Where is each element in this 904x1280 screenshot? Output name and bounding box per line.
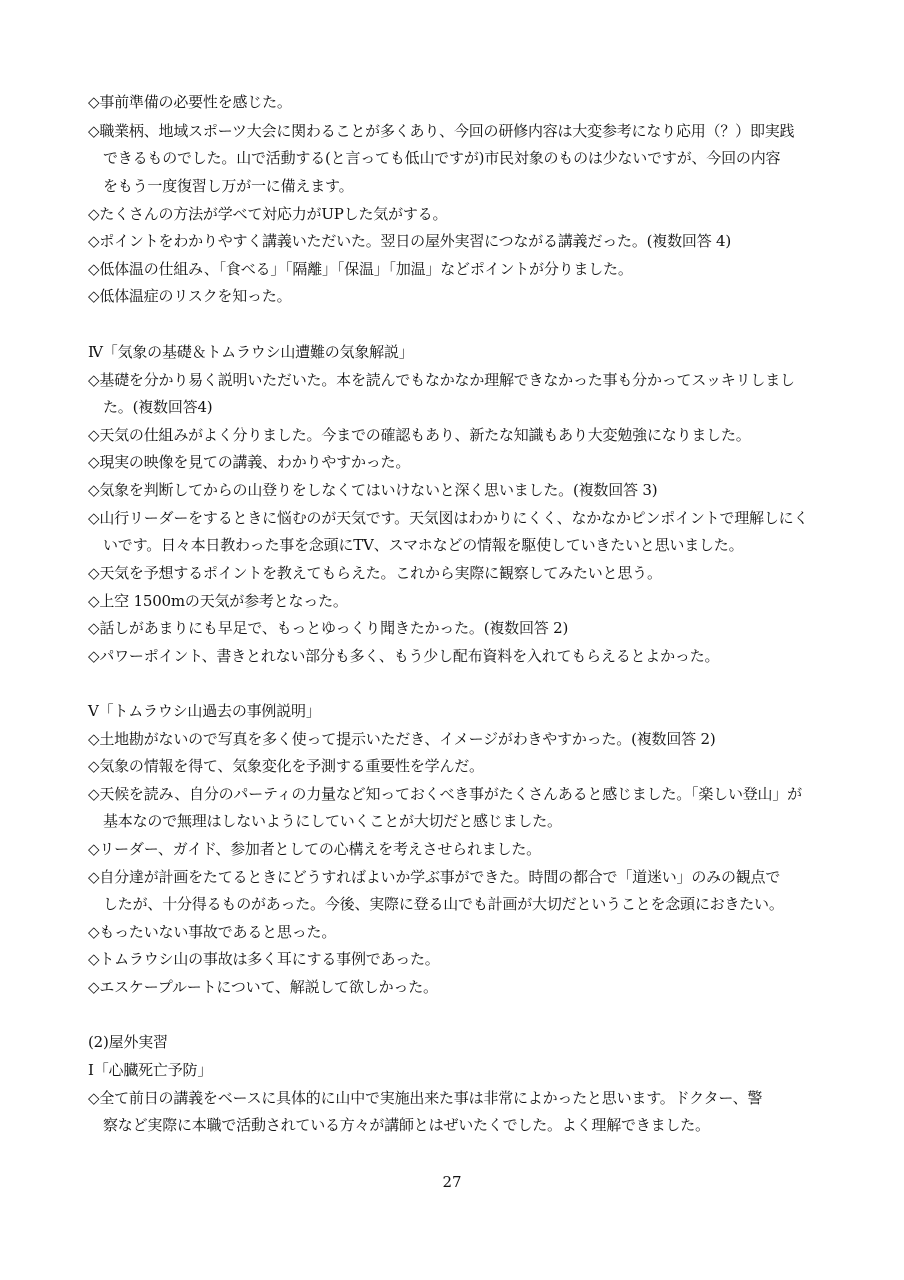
- text-line: したが、十分得るものがあった。今後、実際に登る山でも計画が大切だということを念頭におきたい。: [103, 895, 784, 913]
- text-line: 基本なので無理はしないようにしていくことが大切だと感じました。: [103, 812, 562, 830]
- text-line: ◇現実の映像を見ての講義、わかりやすかった。: [88, 453, 411, 471]
- text-line: た。(複数回答4): [103, 398, 213, 416]
- section-heading: Ⅳ「気象の基礎＆トムラウシ山遭難の気象解説」: [88, 343, 414, 361]
- text-line: ◇低体温症のリスクを知った。: [88, 287, 292, 305]
- text-line: いです。日々本日教わった事を念頭にTV、スマホなどの情報を駆使していきたいと思いました。: [103, 536, 744, 554]
- text-line: ◇話しがあまりにも早足で、もっとゆっくり聞きたかった。(複数回答 2): [88, 619, 569, 637]
- text-line: ◇低体温の仕組み、「食べる」「隔離」「保温」「加温」などポイントが分りました。: [88, 260, 633, 278]
- text-line: 察など実際に本職で活動されている方々が講師とはぜいたくでした。よく理解できました。: [103, 1116, 710, 1134]
- text-line: ◇天気の仕組みがよく分りました。今までの確認もあり、新たな知識もあり大変勉強になりました。: [88, 426, 751, 444]
- text-line: ◇山行リーダーをするときに悩むのが天気です。天気図はわかりにくく、なかなかピンポイントで理解しにく: [88, 509, 809, 527]
- text-line: ◇土地勘がないので写真を多く使って提示いただき、イメージがわきやすかった。(複数回答 2): [88, 730, 716, 748]
- section-heading: Ⅰ「心臓死亡予防」: [88, 1061, 213, 1079]
- text-line: ◇パワーポイント、書きとれない部分も多く、もう少し配布資料を入れてもらえるとよかった。: [88, 647, 720, 665]
- text-line: ◇トムラウシ山の事故は多く耳にする事例であった。: [88, 950, 440, 968]
- text-line: ◇エスケープルートについて、解説して欲しかった。: [88, 978, 438, 996]
- page-number: 27: [442, 1173, 462, 1191]
- section-heading: Ⅴ「トムラウシ山過去の事例説明」: [88, 702, 321, 720]
- text-line: ◇たくさんの方法が学べて対応力がUPした気がする。: [88, 205, 448, 223]
- text-line: できるものでした。山で活動する(と言っても低山ですが)市民対象のものは少ないですが、今回の内容: [103, 149, 781, 167]
- text-line: ◇気象を判断してからの山登りをしなくてはいけないと深く思いました。(複数回答 3): [88, 481, 658, 499]
- text-line: ◇上空 1500mの天気が参考となった。: [88, 592, 348, 610]
- section-heading: (2)屋外実習: [88, 1033, 168, 1051]
- text-line: ◇天候を読み、自分のパーティの力量など知っておくべき事がたくさんあると感じました。「楽しい登山」が: [88, 785, 802, 803]
- text-line: ◇全て前日の講義をベースに具体的に山中で実施出来た事は非常によかったと思います。ドクター、警: [88, 1089, 763, 1107]
- text-line: ◇事前準備の必要性を感じた。: [88, 93, 292, 111]
- text-line: ◇天気を予想するポイントを教えてもらえた。これから実際に観察してみたいと思う。: [88, 564, 662, 582]
- text-line: ◇もったいない事故であると思った。: [88, 923, 337, 941]
- text-line: ◇気象の情報を得て、気象変化を予測する重要性を学んだ。: [88, 757, 484, 775]
- text-line: をもう一度復習し万が一に備えます。: [103, 177, 354, 195]
- text-line: ◇自分達が計画をたてるときにどうすればよいか学ぶ事ができた。時間の都合で「道迷い」のみの観点で: [88, 868, 781, 886]
- text-line: ◇ポイントをわかりやすく講義いただいた。翌日の屋外実習につながる講義だった。(複数回答 4): [88, 232, 732, 250]
- text-line: ◇リーダー、ガイド、参加者としての心構えを考えさせられました。: [88, 840, 541, 858]
- text-line: ◇基礎を分かり易く説明いただいた。本を読んでもなかなか理解できなかった事も分かってスッキリしまし: [88, 371, 795, 389]
- text-line: ◇職業柄、地域スポーツ大会に関わることが多くあり、今回の研修内容は大変参考になり応用（？）即実践: [88, 122, 795, 140]
